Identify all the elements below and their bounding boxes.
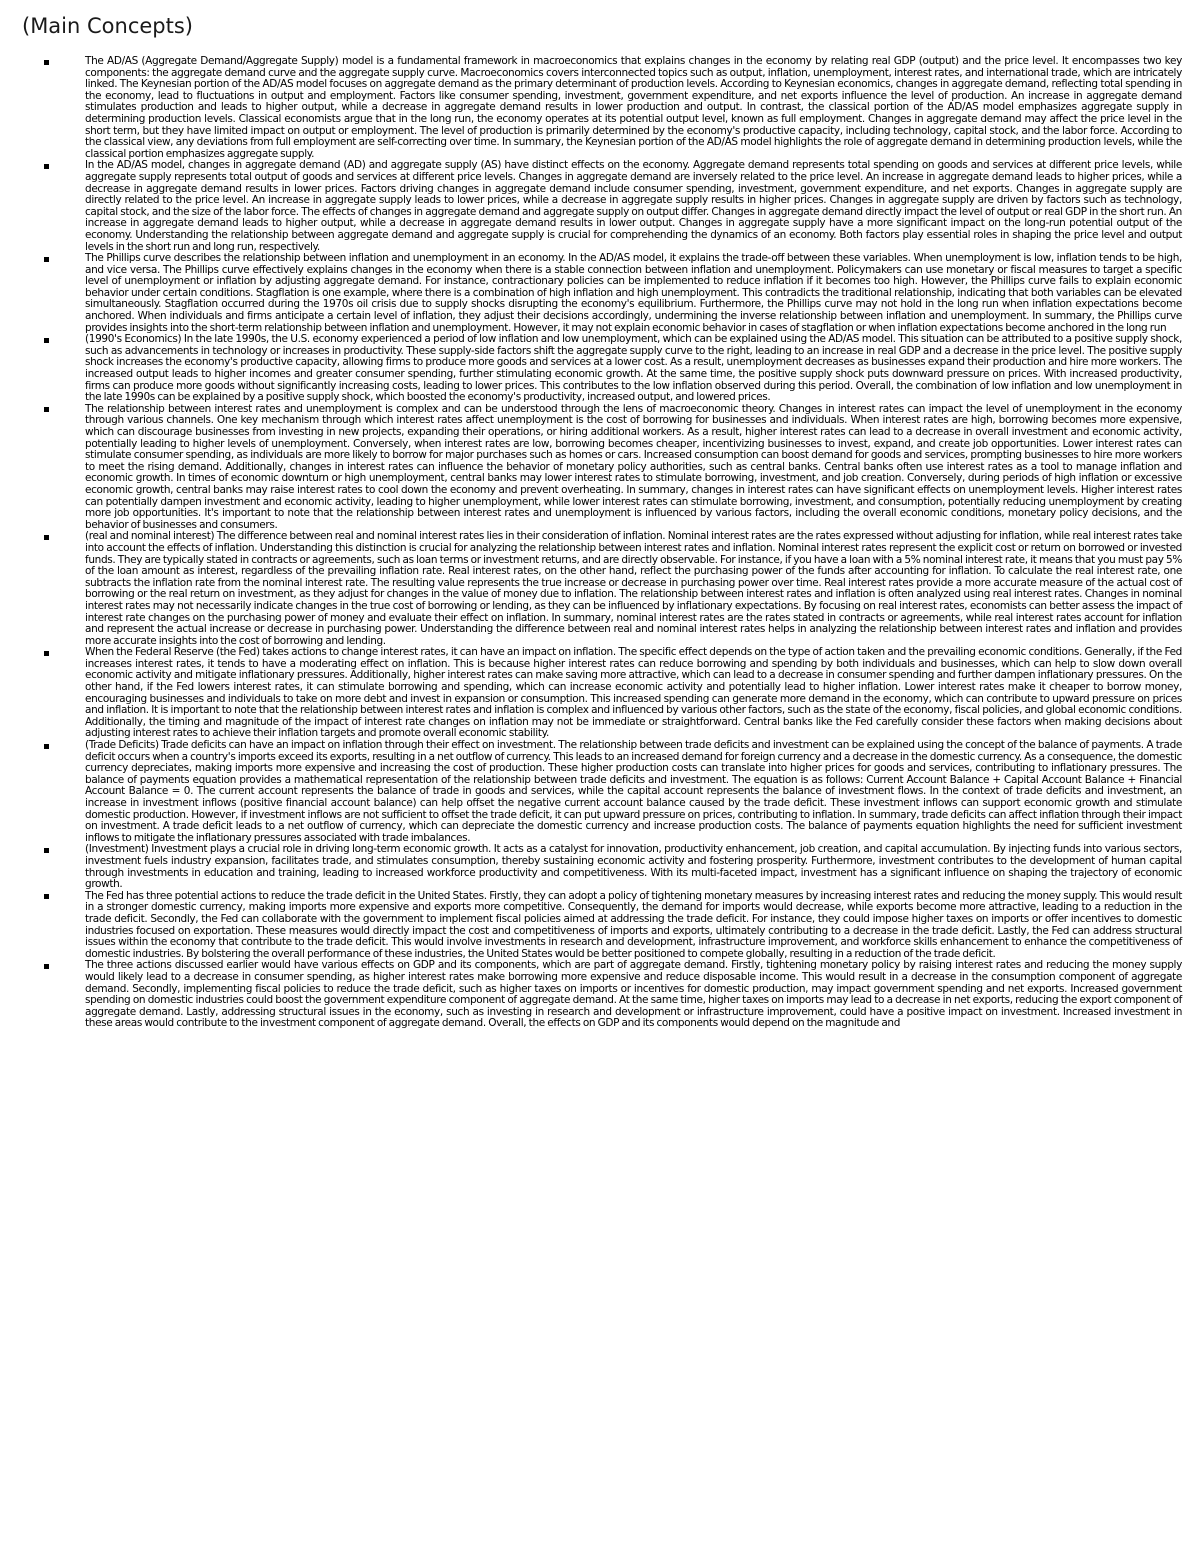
list-item-text: When the Federal Reserve (the Fed) takes actions to change interest rates, it can have an impact on inflation. The specific effect depends on the type of action taken and the prevailing economic conditions. Generally, if the Fed increases interest rates, it tends to have a moderating effect on inflation. This is because higher interest rates can reduce borrowing and spending by both individuals and businesses, which can help to slow down overall economic activity and mitigate inflationary pressures. Additionally, higher interest rates can make saving more attractive, which can lead to a decrease in consumer spending and further dampen inflationary pressures. On the other hand, if the Fed lowers interest rates, it can stimulate borrowing and spending, which can increase economic activity and potentially lead to higher inflation. Lower interest rates make it cheaper to borrow money, encouraging businesses and individuals to take on more debt and invest in expansion or consumption. This increased spending can generate more demand in the economy, which can contribute to upward pressure on prices and inflation. It is important to note that the relationship between interest rates and inflation is complex and influenced by various other factors, such as the state of the economy, fiscal policies, and global economic conditions. Additionally, the timing and magnitude of the impact of interest rate changes on inflation may not be immediate or straightforward. Central banks like the Fed carefully consider these factors when making decisions about adjusting interest rates to achieve their inflation targets and promote overall economic stability. — [85, 646, 1182, 740]
bullet-icon — [44, 894, 49, 899]
list-item-text: (Investment) Investment plays a crucial role in driving long-term economic growth. It acts as a catalyst for innovation, productivity enhancement, job creation, and capital accumulation. By injecting funds into various sectors, investment fuels industry expansion, facilitates trade, and stimulates consumption, thereby sustaining economic activity and fostering prosperity. Furthermore, investment contributes to the development of human capital through investments in education and training, leading to increased workforce productivity and competitiveness. With its multi-faceted impact, investment has a significant influence on shaping the trajectory of economic growth. — [85, 843, 1182, 891]
list-item — [44, 647, 1182, 740]
bullet-icon — [44, 848, 49, 853]
bullet-icon — [44, 257, 49, 262]
list-item-text: The Phillips curve describes the relationship between inflation and unemployment in an economy. In the AD/AS model, it explains the trade-off between these variables. When unemployment is low, inflation tends to be high, and vice versa. The Phillips curve effectively explains changes in the economy when there is a stable connection between inflation and unemployment. Policymakers can use monetary or fiscal measures to target a specific level of unemployment or inflation by adjusting aggregate demand. For instance, contractionary policies can be implemented to reduce inflation if it becomes too high. However, the Phillips curve fails to explain economic behavior under certain conditions. Stagflation is one example, where there is a combination of high inflation and high unemployment. This contradicts the traditional relationship, indicating that both variables can be elevated simultaneously. Stagflation occurred during the 1970s oil crisis due to supply shocks disrupting the economy's equilibrium. Furthermore, the Phillips curve may not hold in the long run when inflation expectations become anchored. When individuals and firms anticipate a certain level of inflation, they adjust their decisions accordingly, undermining the inverse relationship between inflation and unemployment. In summary, the Phillips curve provides insights into the short-term relationship between inflation and unemployment. However, it may not explain economic behavior in cases of stagflation or when inflation expectations become anchored in the long run — [85, 252, 1182, 334]
bullet-icon — [44, 964, 49, 969]
bullet-icon — [44, 744, 49, 749]
list-item-text: (1990's Economics) In the late 1990s, the U.S. economy experienced a period of low inflation and low unemployment, which can be explained using the AD/AS model. This situation can be attributed to a positive supply shock, such as advancements in technology or increases in productivity. These supply-side factors shift the aggregate supply curve to the right, leading to an increase in real GDP and a decrease in the price level. The positive supply shock increases the economy's productive capacity, allowing firms to produce more goods and services at a lower cost. As a result, unemployment decreases as businesses expand their production and hire more workers. The increased output leads to higher incomes and greater consumer spending, further stimulating economic growth. At the same time, the positive supply shock puts downward pressure on prices. With increased productivity, firms can produce more goods without significantly increasing costs, leading to lower prices. This contributes to the low inflation observed during this period. Overall, the combination of low inflation and low unemployment in the late 1990s can be explained by a positive supply shock, which boosted the economy's productivity, increased output, and lowered prices. — [85, 333, 1182, 404]
list-item — [44, 56, 1182, 160]
list-item — [44, 160, 1182, 253]
bullet-icon — [44, 535, 49, 540]
list-item-text: The three actions discussed earlier would have various effects on GDP and its components, which are part of aggregate demand. Firstly, tightening monetary policy by raising interest rates and reducing the money supply would likely lead to a decrease in consumer spending, as higher interest rates make borrowing more expensive and reduce disposable income. This would result in a decrease in the consumption component of aggregate demand. Secondly, implementing fiscal policies to reduce the trade deficit, such as higher taxes on imports or incentives for domestic production, may impact government spending and net exports. Increased government spending on domestic industries could boost the government expenditure component of aggregate demand. At the same time, higher taxes on imports may lead to a decrease in net exports, reducing the export component of aggregate demand. Lastly, addressing structural issues in the economy, such as investing in research and development or infrastructure improvement, could have a positive impact on investment. Increased investment in these areas would contribute to the investment component of aggregate demand. Overall, the effects on GDP and its components would depend on the magnitude and — [85, 959, 1182, 1030]
concept-list — [44, 56, 1182, 1030]
list-item — [44, 531, 1182, 647]
page-title: (Main Concepts) — [22, 14, 193, 38]
list-item — [44, 960, 1182, 1030]
bullet-icon — [44, 651, 49, 656]
bullet-icon — [44, 164, 49, 169]
list-item — [44, 334, 1182, 404]
bullet-icon — [44, 338, 49, 343]
list-item-text: In the AD/AS model, changes in aggregate demand (AD) and aggregate supply (AS) have distinct effects on the economy. Aggregate demand represents total spending on goods and services at different price levels, while aggregate supply represents total output of goods and services at different price levels. Changes in aggregate demand are inversely related to the price level. An increase in aggregate demand leads to higher prices, while a decrease in aggregate demand results in lower prices. Factors driving changes in aggregate demand include consumer spending, investment, government expenditure, and net exports. Changes in aggregate supply are directly related to the price level. An increase in aggregate supply leads to lower prices, while a decrease in aggregate supply results in higher prices. Changes in aggregate supply are driven by factors such as technology, capital stock, and the size of the labor force. The effects of changes in aggregate demand and aggregate supply on output differ. Changes in aggregate demand directly impact the level of output or real GDP in the short run. An increase in aggregate demand leads to higher output, while a decrease in aggregate demand results in lower output. Changes in aggregate supply have a more significant impact on the long-run potential output of the economy. Understanding the relationship between aggregate demand and aggregate supply is crucial for comprehending the dynamics of an economy. Both factors play essential roles in shaping the price level and output levels in the short run and long run, respectively. — [85, 159, 1182, 253]
list-item — [44, 740, 1182, 844]
list-item — [44, 891, 1182, 961]
list-item-text: (Trade Deficits) Trade deficits can have an impact on inflation through their effect on investment. The relationship between trade deficits and investment can be explained using the concept of the balance of payments. A trade deficit occurs when a country's imports exceed its exports, resulting in a net outflow of currency. This leads to an increased demand for foreign currency and a decrease in the domestic currency. As a consequence, the domestic currency depreciates, making imports more expensive and increasing the cost of production. These higher production costs can translate into higher prices for goods and services, contributing to inflationary pressures. The balance of payments equation provides a mathematical representation of the relationship between trade deficits and investment. The equation is as follows: Current Account Balance + Capital Account Balance + Financial Account Balance = 0. The current account represents the balance of trade in goods and services, while the capital account represents the balance of investment flows. In the context of trade deficits and investment, an increase in investment inflows (positive financial account balance) can help offset the negative current account balance caused by the trade deficit. These investment inflows can support economic growth and stimulate domestic production. However, if investment inflows are not sufficient to offset the trade deficit, it can put upward pressure on prices, contributing to inflation. In summary, trade deficits can affect inflation through their impact on investment. A trade deficit leads to a net outflow of currency, which can depreciate the domestic currency and increase production costs. The balance of payments equation highlights the need for sufficient investment inflows to mitigate the inflationary pressures associated with trade imbalances. — [85, 739, 1182, 844]
list-item-text: The relationship between interest rates and unemployment is complex and can be understood through the lens of macroeconomic theory. Changes in interest rates can impact the level of unemployment in the economy through various channels. One key mechanism through which interest rates affect unemployment is the cost of borrowing for businesses and individuals. When interest rates are high, borrowing becomes more expensive, which can discourage businesses from investing in new projects, expanding their operations, or hiring additional workers. As a result, higher interest rates can lead to a decrease in overall investment and economic activity, potentially leading to higher levels of unemployment. Conversely, when interest rates are low, borrowing becomes cheaper, incentivizing businesses to invest, expand, and create job opportunities. Lower interest rates can stimulate consumer spending, as individuals are more likely to borrow for major purchases such as homes or cars. Increased consumption can boost demand for goods and services, prompting businesses to hire more workers to meet the rising demand. Additionally, changes in interest rates can influence the behavior of monetary policy authorities, such as central banks. Central banks often use interest rates as a tool to manage inflation and economic growth. In times of economic downturn or high unemployment, central banks may lower interest rates to stimulate borrowing, investment, and job creation. Conversely, during periods of high inflation or excessive economic growth, central banks may raise interest rates to cool down the economy and prevent overheating. In summary, changes in interest rates can have significant effects on unemployment levels. Higher interest rates can potentially dampen investment and economic activity, leading to higher unemployment, while lower interest rates can stimulate borrowing, investment, and consumption, potentially reducing unemployment by creating more job opportunities. It's important to note that the relationship between interest rates and unemployment is influenced by various factors, including the overall economic conditions, monetary policy decisions, and the behavior of businesses and consumers. — [85, 402, 1182, 531]
list-item-text: (real and nominal interest) The difference between real and nominal interest rates lies in their consideration of inflation. Nominal interest rates are the rates expressed without adjusting for inflation, while real interest rates take into account the effects of inflation. Understanding this distinction is crucial for analyzing the relationship between interest rates and inflation. Nominal interest rates represent the explicit cost or return on borrowed or invested funds. They are typically stated in contracts or agreements, such as loan terms or investment returns, and are directly observable. For instance, if you have a loan with a 5% nominal interest rate, it means that you must pay 5% of the loan amount as interest, regardless of the prevailing inflation rate. Real interest rates, on the other hand, reflect the purchasing power of the funds after accounting for inflation. To calculate the real interest rate, one subtracts the inflation rate from the nominal interest rate. The resulting value represents the true increase or decrease in purchasing power over time. Real interest rates provide a more accurate measure of the actual cost of borrowing or the real return on investment, as they adjust for changes in the value of money due to inflation. The relationship between interest rates and inflation is often analyzed using real interest rates. Changes in nominal interest rates may not necessarily indicate changes in the true cost of borrowing or lending, as they can be influenced by inflationary expectations. By focusing on real interest rates, economists can better assess the impact of interest rate changes on the purchasing power of money and evaluate their effect on inflation. In summary, nominal interest rates are the rates stated in contracts or agreements, while real interest rates account for inflation and represent the actual increase or decrease in purchasing power. Understanding the difference between real and nominal interest rates helps in analyzing the relationship between interest rates and inflation and provides more accurate insights into the cost of borrowing and lending. — [85, 530, 1182, 647]
bullet-icon — [44, 407, 49, 412]
list-item — [44, 253, 1182, 334]
list-item-text: The Fed has three potential actions to reduce the trade deficit in the United States. Firstly, they can adopt a policy of tightening monetary measures by increasing interest rates and reducing the money supply. This would result in a stronger domestic currency, making imports more expensive and exports more competitive. Consequently, the demand for imports would decrease, while exports become more attractive, leading to a reduction in the trade deficit. Secondly, the Fed can collaborate with the government to implement fiscal policies aimed at addressing the trade deficit. For instance, they could impose higher taxes on imports or offer incentives to domestic industries focused on exportation. These measures would directly impact the cost and competitiveness of imports and exports, ultimately contributing to a decrease in the trade deficit. Lastly, the Fed can address structural issues within the economy that contribute to the trade deficit. This would involve investments in research and development, infrastructure improvement, and workforce skills enhancement to enhance the competitiveness of domestic industries. By bolstering the overall performance of these industries, the United States would be better positioned to compete globally, resulting in a reduction of the trade deficit. — [85, 889, 1182, 960]
list-item-text: The AD/AS (Aggregate Demand/Aggregate Supply) model is a fundamental framework in macroeconomics that explains changes in the economy by relating real GDP (output) and the price level. It encompasses two key components: the aggregate demand curve and the aggregate supply curve. Macroeconomics covers interconnected topics such as output, inflation, unemployment, interest rates, and international trade, which are intricately linked. The Keynesian portion of the AD/AS model focuses on aggregate demand as the primary determinant of production levels. According to Keynesian economics, changes in aggregate demand, reflecting total spending in the economy, lead to fluctuations in output and employment. Factors like consumer spending, investment, government expenditure, and net exports influence the level of production. An increase in aggregate demand stimulates production and leads to higher output, while a decrease in aggregate demand results in lower production and output. In contrast, the classical portion of the AD/AS model emphasizes aggregate supply in determining production levels. Classical economists argue that in the long run, the economy operates at its potential output level, known as full employment. Changes in aggregate demand may affect the price level in the short term, but they have limited impact on output or employment. The level of production is primarily determined by the economy's productive capacity, including technology, capital stock, and the labor force. According to the classical view, any deviations from full employment are self-correcting over time. In summary, the Keynesian portion of the AD/AS model highlights the role of aggregate demand in determining production levels, while the classical portion emphasizes aggregate supply. — [85, 55, 1182, 160]
list-item — [44, 404, 1182, 532]
list-item — [44, 844, 1182, 890]
bullet-icon — [44, 60, 49, 65]
